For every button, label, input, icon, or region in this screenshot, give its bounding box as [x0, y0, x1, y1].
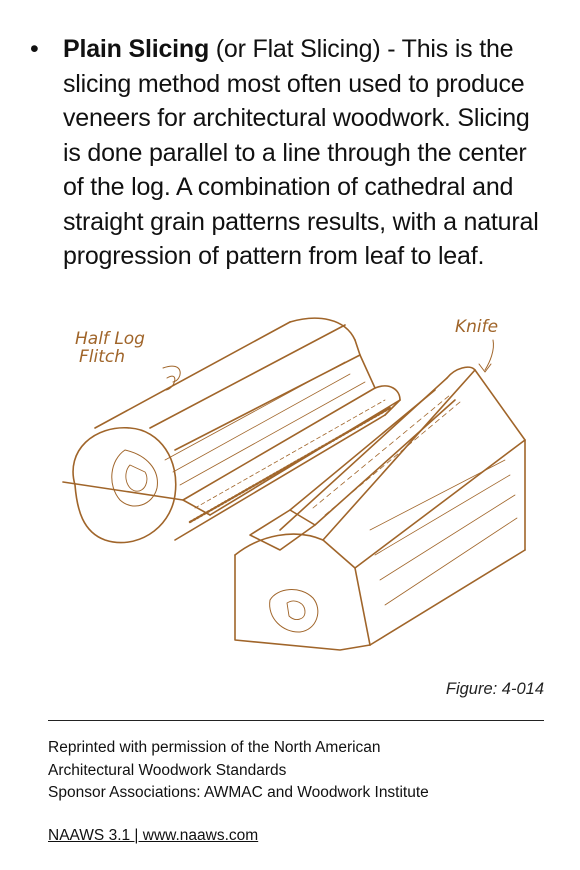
- figure-caption: Figure: 4-014: [445, 680, 544, 698]
- paragraph-text: [63, 32, 550, 274]
- paragraph-term: Plain Slicing: [63, 35, 210, 63]
- credit-line: Architectural Woodwork Standards: [48, 761, 287, 779]
- bullet-marker: •: [30, 35, 39, 63]
- bullet-paragraph: [30, 32, 550, 274]
- paragraph-body: (or Flat Slicing) - This is the slicing method most often used to produce veneers for architectural woodwork. Slicing is done parallel to a line through the center of the log. A combination of cathedral and straight grain patterns results, with a natural progression of pattern from leaf to leaf.: [63, 35, 539, 270]
- footer-link[interactable]: NAAWS 3.1 | www.naaws.com: [48, 827, 259, 844]
- credit-block: [48, 737, 429, 805]
- label-knife: Knife: [455, 317, 499, 337]
- credit-line: Sponsor Associations: AWMAC and Woodwork Institute: [48, 784, 429, 801]
- log-slicing-illustration: [55, 300, 535, 670]
- label-flitch-line1: Half Log: [75, 329, 145, 349]
- label-flitch-line2: Flitch: [79, 347, 126, 367]
- credit-line: Reprinted with permission of the North American: [48, 739, 381, 756]
- divider: [48, 720, 544, 721]
